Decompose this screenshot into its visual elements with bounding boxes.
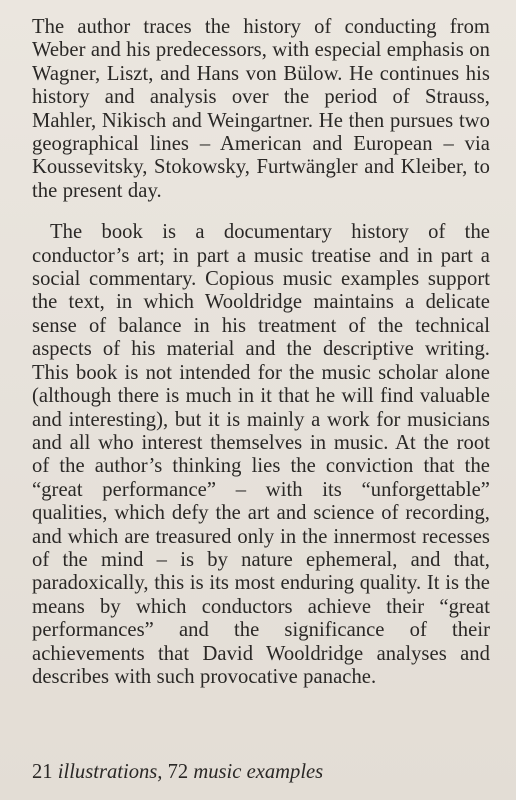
paragraph-history-overview: The author traces the history of conducting from Weber and his predecessors, with especial emphasis on Wagner, Liszt, and Hans von Bülow. He continues his history and analysis over the period of Strauss, Mahler, Nikisch and Weingartner. He then pursues two geographical lines – American and European – via Koussevitsky, Stokowsky, Furtwängler and Kleiber, to the present day. [32,16,490,202]
examples-count: 72 [167,761,189,783]
examples-label: music examples [193,761,324,783]
illustrations-note [32,760,323,784]
illustrations-label: illustrations, [57,761,163,783]
illustrations-count: 21 [32,761,53,783]
paragraph-book-description: The book is a documentary history of the conductor’s art; in part a music treatise and in part a social commentary. Copious music examples support the text, in which Wooldridge maintains a delicate sense of balance in his treatment of the technical aspects of his material and the descriptive writing. This book is not intended for the music scholar alone (although there is much in it that he will find valuable and interesting), but it is mainly a work for musicians and all who interest themselves in music. At the root of the author’s thinking lies the conviction that the “great performance” – with its “unforgettable” qualities, which defy the art and science of recording, and which are treasured only in the innermost recesses of the mind – is by nature ephemeral, and that, paradoxically, this is its most enduring quality. It is the means by which conductors achieve their “great performances” and the significance of their achievements that David Wooldridge analyses and describes with such provocative panache. [32,221,490,688]
